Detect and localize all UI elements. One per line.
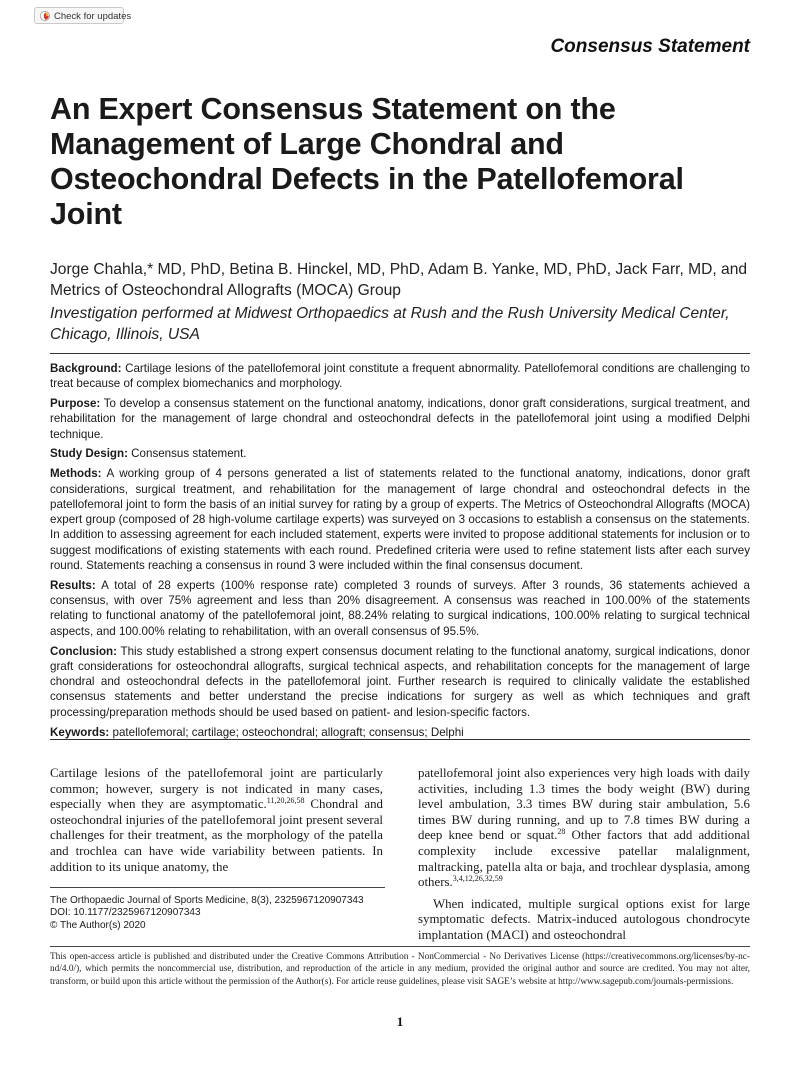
citation-ref[interactable]: 11,20,26,58 (266, 796, 305, 806)
results-label: Results: (50, 578, 96, 592)
journal-info-rule (50, 887, 385, 888)
abstract-bottom-rule (50, 739, 750, 740)
open-access-notice: This open-access article is published and distributed under the Creative Commons Attribution - NonCommercial - No Derivatives License (https://creativecommons.org/licenses/by-nc-nd/4.0/), which permits the noncommercial use, distribution, and reproduction of the article in any medium, provided the original author and source are credited. You may not alter, transform, or build upon this article without the permission of the Author(s). For article reuse guidelines, please visit SAGE’s website at http://www.sagepub.com/journals-permissions. (50, 952, 750, 987)
journal-citation: The Orthopaedic Journal of Sports Medicine, 8(3), 2325967120907343 (50, 895, 364, 906)
body-paragraph (50, 766, 383, 875)
keywords-text: patellofemoral; cartilage; osteochondral; allograft; consensus; Delphi (109, 725, 464, 739)
conclusion-text: This study established a strong expert consensus document relating to the functional anatomy, surgical indications, donor graft considerations for osteochondral allografts, surgical technical aspects, and rehabilitation concepts for the management of large chondral and osteochondral defects in the patellofemoral joint. Further research is required to clinically validate the established consensus statements and better understand the precise indications for surgery as well as which techniques and graft processing/preparation methods should be used based on patient- and lesion-specific factors. (50, 644, 750, 719)
abstract-top-rule (50, 353, 750, 354)
section-label: Consensus Statement (550, 36, 750, 57)
doi[interactable]: DOI: 10.1177/2325967120907343 (50, 907, 201, 919)
background-label: Background: (50, 362, 122, 375)
affiliation: Investigation performed at Midwest Orthopaedics at Rush and the Rush University Medical Center, Chicago, Illinois, USA (50, 305, 730, 343)
background-text: Cartilage lesions of the patellofemoral joint constitute a frequent abnormality. Patellofemoral conditions are challenging to treat because of complex biomechanics and morphology. (50, 362, 750, 391)
abstract-conclusion (50, 644, 750, 720)
body-column-left (50, 766, 383, 875)
results-text: A total of 28 experts (100% response rate) completed 3 rounds of surveys. After 3 rounds, 36 statements achieved a consensus, with over 75% agreement and less than 20% disagreement. A consensus was reached in 100.00% of the statements relating to functional anatomy of the patellofemoral joint, 88.24% relating to surgical indications, 100.00% relating to surgical technical aspects, and 100.00% relating to rehabilitation, with an overall consensus of 95.5%. (50, 578, 750, 638)
methods-label: Methods: (50, 467, 102, 481)
abstract-study-design (50, 446, 750, 461)
abstract-results (50, 578, 750, 639)
conclusion-label: Conclusion: (50, 644, 117, 658)
author-list: Jorge Chahla,* MD, PhD, Betina B. Hinckel, MD, PhD, Adam B. Yanke, MD, PhD, Jack Farr, MD, and Metrics of Osteochondral Allografts (MOCA) Group (50, 261, 748, 299)
article-title: An Expert Consensus Statement on the Management of Large Chondral and Osteochondral Defects in the Patellofemoral Joint (50, 92, 684, 231)
abstract-methods (50, 466, 750, 573)
body-text: patellofemoral joint also experiences very high loads with daily activities, including 1.3 times the body weight (BW) during level ambulation, 3.3 times BW during stair ambulation, 5.6 times BW during running, and up to 7.8 times BW during a deep knee bend or squat. (418, 766, 750, 843)
study-design-text: Consensus statement. (127, 447, 247, 461)
body-paragraph (418, 766, 750, 891)
citation-ref[interactable]: 3,4,12,26,32,59 (452, 874, 503, 884)
journal-info (50, 895, 385, 932)
crossmark-icon (40, 11, 50, 21)
methods-text: A working group of 4 persons generated a list of statements related to the functional anatomy, indications, donor graft considerations, surgical treatment, and rehabilitation for the management of large chondral and osteochondral defects in the patellofemoral joint to form the basis of an initial survey for rating by a group of experts. The Metrics of Osteochondral Allografts (MOCA) expert group (composed of 28 high-volume cartilage experts) was surveyed on 3 occasions to establish a consensus on the statements. In addition to assessing agreement for each included statement, experts were invited to propose additional statements for inclusion or to suggest modifications of existing statements with each round. Predefined criteria were used to refine statement lists after each survey round. Statements reaching a consensus in round 3 were included within the final consensus document. (50, 467, 750, 573)
body-text: Cartilage lesions of the patellofemoral joint are particularly common; however, surgery is not indicated in many cases, especially when they are asymptomatic. (50, 766, 383, 812)
body-paragraph: When indicated, multiple surgical options exist for large symptomatic defects. Matrix-induced autologous chondrocyte implantation (MACI) and osteochondral (418, 896, 750, 942)
copyright: © The Author(s) 2020 (50, 919, 146, 931)
abstract-purpose (50, 396, 750, 442)
footer-rule (50, 946, 750, 947)
body-text: Chondral and osteochondral injuries of the patellofemoral joint present several challenges for their treatment, as the morphology of the patella and trochlea can have wide variability between patients. In addition to its unique anatomy, the (50, 797, 383, 874)
body-text: Other factors that add additional complexity include excessive patellar malalignment, maltracking, patella alta or baja, and trochlear dysplasia, among others. (418, 828, 750, 890)
citation-ref[interactable]: 28 (557, 827, 566, 837)
badge-label: Check for updates (54, 11, 132, 22)
body-column-right (418, 766, 750, 944)
check-for-updates-badge[interactable] (34, 7, 132, 24)
study-design-label: Study Design: (50, 447, 128, 461)
abstract (50, 361, 750, 744)
abstract-background (50, 361, 750, 392)
keywords-label: Keywords: (50, 725, 110, 739)
page-number: 1 (396, 1014, 404, 1029)
abstract-keywords (50, 725, 750, 740)
purpose-label: Purpose: (50, 397, 101, 411)
purpose-text: To develop a consensus statement on the functional anatomy, indications, donor graft considerations, surgical treatment, and rehabilitation for the management of large chondral and osteochondral defects in the patellofemoral joint using a modified Delphi technique. (50, 397, 750, 441)
